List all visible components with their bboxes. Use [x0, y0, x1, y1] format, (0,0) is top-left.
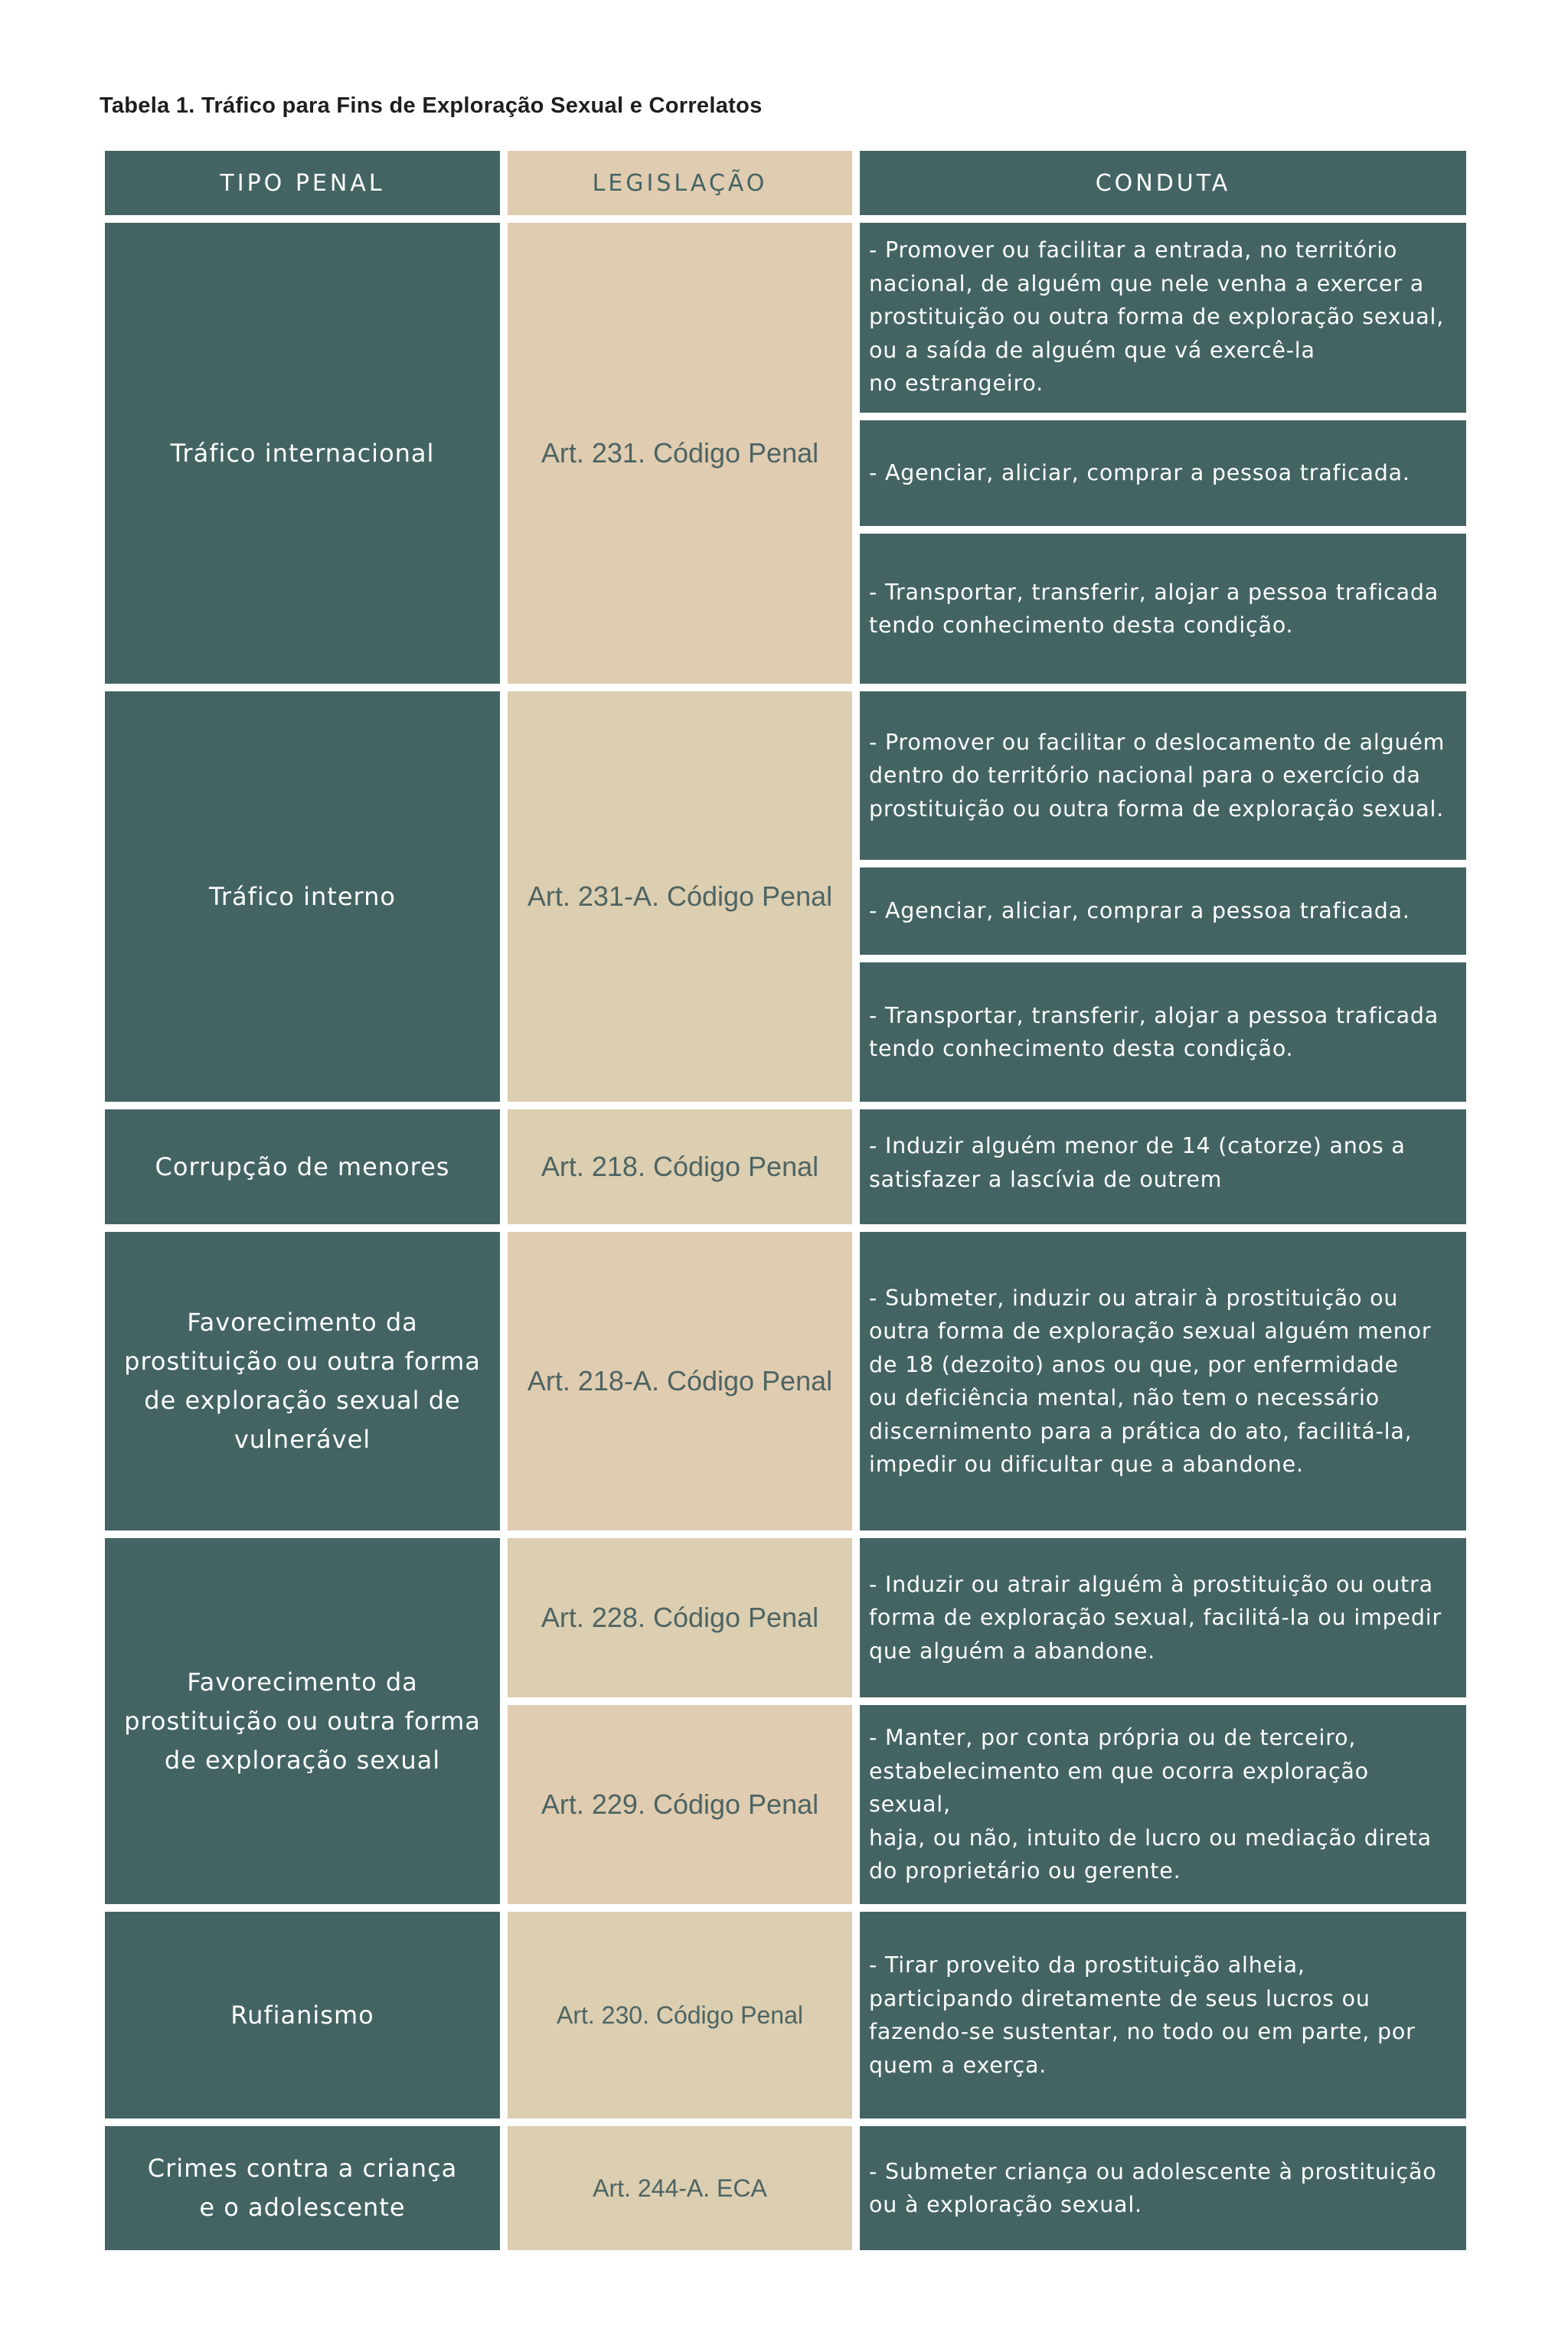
- conduta-item: - Promover ou facilitar a entrada, no território nacional, de alguém que nele venha a exercer a prostituição ou outra forma de exploração sexual, ou a saída de alguém que vá exercê-la no estrangeiro.: [856, 219, 1470, 416]
- header-conduta: CONDUTA: [856, 147, 1470, 219]
- tipo-favorecimento-exploracao-sexual: Favorecimento da prostituição ou outra forma de exploração sexual: [101, 1534, 504, 1908]
- header-tipo-penal: TIPO PENAL: [101, 147, 504, 219]
- penal-table: [101, 147, 1470, 2254]
- legislacao-art-230: Art. 230. Código Penal: [504, 1908, 856, 2122]
- conduta-item: - Promover ou facilitar o deslocamento de alguém dentro do território nacional para o exercício da prostituição ou outra forma de exploração sexual.: [856, 688, 1470, 864]
- legislacao-art-231-a: Art. 231-A. Código Penal: [504, 688, 856, 1106]
- conduta-item: - Agenciar, aliciar, comprar a pessoa traficada.: [856, 416, 1470, 530]
- conduta-item: - Submeter, induzir ou atrair à prostituição ou outra forma de exploração sexual alguém menor de 18 (dezoito) anos ou que, por enfermidade ou deficiência mental, não tem o necessário discernimento para a prática do ato, facilitá-la, impedir ou dificultar que a abandone.: [856, 1228, 1470, 1534]
- legislacao-art-218: Art. 218. Código Penal: [504, 1106, 856, 1228]
- tipo-trafico-internacional: Tráfico internacional: [101, 219, 504, 688]
- legislacao-art-228: Art. 228. Código Penal: [504, 1534, 856, 1701]
- header-legislacao: LEGISLAÇÃO: [504, 147, 856, 219]
- legislacao-art-229: Art. 229. Código Penal: [504, 1701, 856, 1908]
- conduta-item: - Transportar, transferir, alojar a pessoa traficada tendo conhecimento desta condição.: [856, 530, 1470, 688]
- legislacao-art-231: Art. 231. Código Penal: [504, 219, 856, 688]
- legislacao-art-218-a: Art. 218-A. Código Penal: [504, 1228, 856, 1534]
- tipo-trafico-interno: Tráfico interno: [101, 688, 504, 1106]
- tipo-crimes-crianca-adolescente: Crimes contra a criança e o adolescente: [101, 2122, 504, 2254]
- conduta-item: - Induzir ou atrair alguém à prostituição ou outra forma de exploração sexual, facilitá-la ou impedir que alguém a abandone.: [856, 1534, 1470, 1701]
- conduta-item: - Submeter criança ou adolescente à prostituição ou à exploração sexual.: [856, 2122, 1470, 2254]
- conduta-item: - Induzir alguém menor de 14 (catorze) anos a satisfazer a lascívia de outrem: [856, 1106, 1470, 1228]
- tipo-favorecimento-vulneravel: Favorecimento da prostituição ou outra forma de exploração sexual de vulnerável: [101, 1228, 504, 1534]
- legislacao-art-244-a-eca: Art. 244-A. ECA: [504, 2122, 856, 2254]
- table-caption: Tabela 1. Tráfico para Fins de Exploração Sexual e Correlatos: [100, 93, 763, 118]
- conduta-item: - Tirar proveito da prostituição alheia, participando diretamente de seus lucros ou fazendo-se sustentar, no todo ou em parte, por quem a exerça.: [856, 1908, 1470, 2122]
- tipo-rufianismo: Rufianismo: [101, 1908, 504, 2122]
- conduta-item: - Transportar, transferir, alojar a pessoa traficada tendo conhecimento desta condição.: [856, 959, 1470, 1106]
- tipo-corrupcao-de-menores: Corrupção de menores: [101, 1106, 504, 1228]
- conduta-item: - Manter, por conta própria ou de terceiro, estabelecimento em que ocorra exploração sexual, haja, ou não, intuito de lucro ou mediação direta do proprietário ou gerente.: [856, 1701, 1470, 1908]
- conduta-item: - Agenciar, aliciar, comprar a pessoa traficada.: [856, 864, 1470, 959]
